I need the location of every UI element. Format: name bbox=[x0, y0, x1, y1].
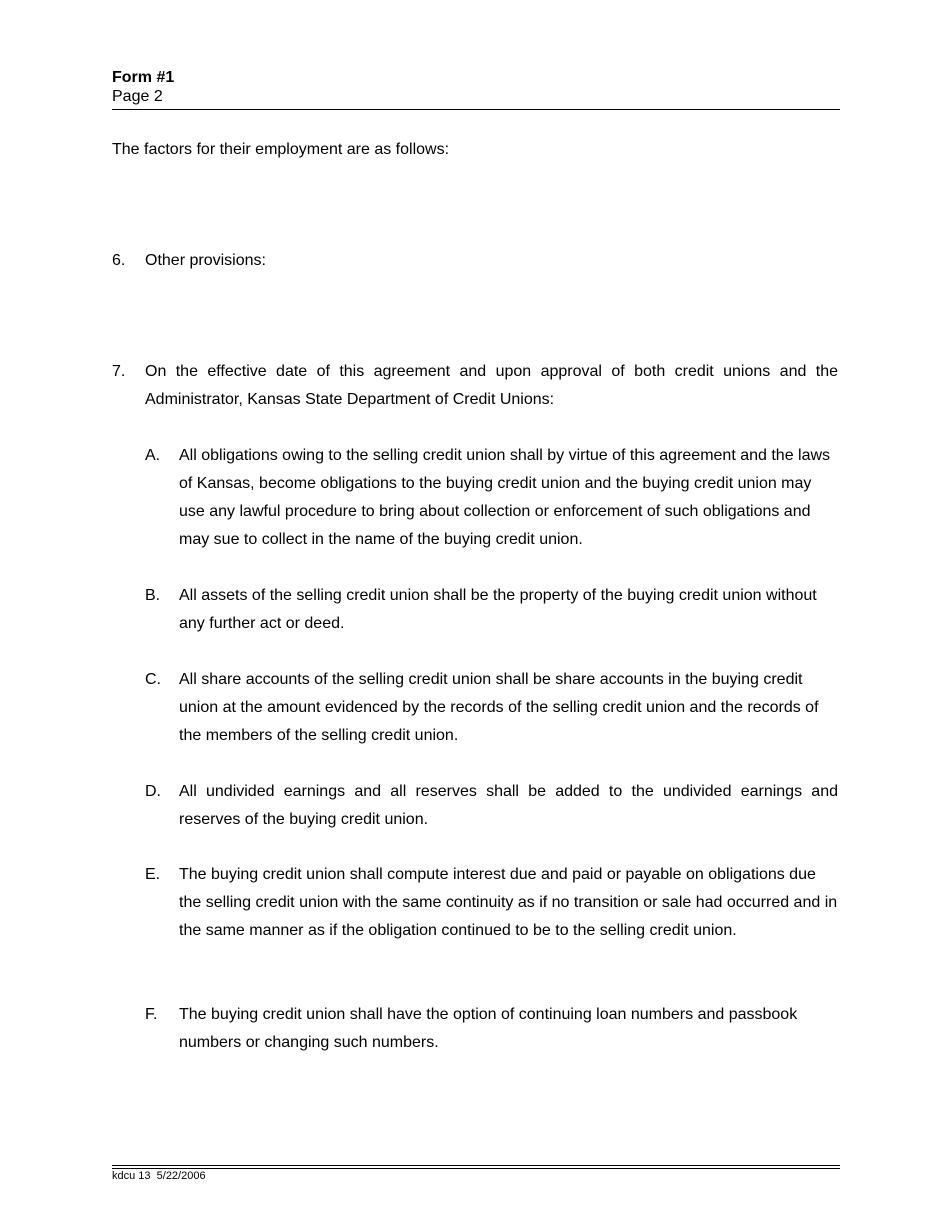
page-number: Page 2 bbox=[112, 88, 163, 105]
intro-paragraph: The factors for their employment are as follows: bbox=[112, 141, 450, 158]
footer-divider bbox=[112, 1165, 840, 1166]
sub-item-letter: E. bbox=[145, 866, 161, 883]
sub-item-text: The buying credit union shall have the option of continuing loan numbers and passbook numbers or changing such numbers. bbox=[179, 1006, 798, 1051]
sub-item-e bbox=[145, 861, 838, 945]
sub-item-text: All assets of the selling credit union shall be the property of the buying credit union without any further act or deed. bbox=[179, 587, 817, 632]
form-title: Form #1 bbox=[112, 69, 175, 86]
sub-item-letter: C. bbox=[145, 671, 161, 688]
footer-document-code: kdcu 13 5/22/2006 bbox=[112, 1170, 206, 1182]
sub-item-a bbox=[145, 442, 838, 554]
sub-item-b bbox=[145, 582, 838, 638]
sub-item-letter: F. bbox=[145, 1006, 158, 1023]
sub-item-letter: D. bbox=[145, 783, 161, 800]
provision-item-7 bbox=[112, 358, 838, 414]
sub-item-text: The buying credit union shall compute interest due and paid or payable on obligations due the selling credit union with the same continuity as if no transition or sale had occurred and in the same manner as if the obligation continued to be to the selling credit union. bbox=[179, 866, 838, 939]
sub-item-d bbox=[145, 778, 838, 834]
sub-item-letter: B. bbox=[145, 587, 161, 604]
sub-item-text: All undivided earnings and all reserves shall be added to the undivided earnings and reserves of the buying credit union. bbox=[179, 783, 838, 828]
item-text: Other provisions: bbox=[145, 252, 266, 269]
provision-item-6 bbox=[112, 247, 838, 275]
item-number: 7. bbox=[112, 363, 126, 380]
sub-item-f bbox=[145, 1001, 838, 1057]
sub-item-text: All share accounts of the selling credit union shall be share accounts in the buying credit union at the amount evidenced by the records of the selling credit union and the records of the members of the selling credit union. bbox=[179, 671, 819, 744]
sub-item-letter: A. bbox=[145, 447, 161, 464]
item-number: 6. bbox=[112, 252, 126, 269]
sub-item-c bbox=[145, 666, 838, 750]
sub-item-text: All obligations owing to the selling credit union shall by virtue of this agreement and the laws of Kansas, become obligations to the buying credit union and the buying credit union may use any lawful procedure to bring about collection or enforcement of such obligations and may sue to collect in the name of the buying credit union. bbox=[179, 447, 831, 548]
page-header bbox=[112, 68, 840, 106]
footer-divider-secondary bbox=[112, 1168, 840, 1169]
header-divider bbox=[112, 109, 840, 110]
item-text: On the effective date of this agreement and upon approval of both credit unions and the Administrator, Kansas State Department of Credit Unions: bbox=[145, 363, 838, 408]
